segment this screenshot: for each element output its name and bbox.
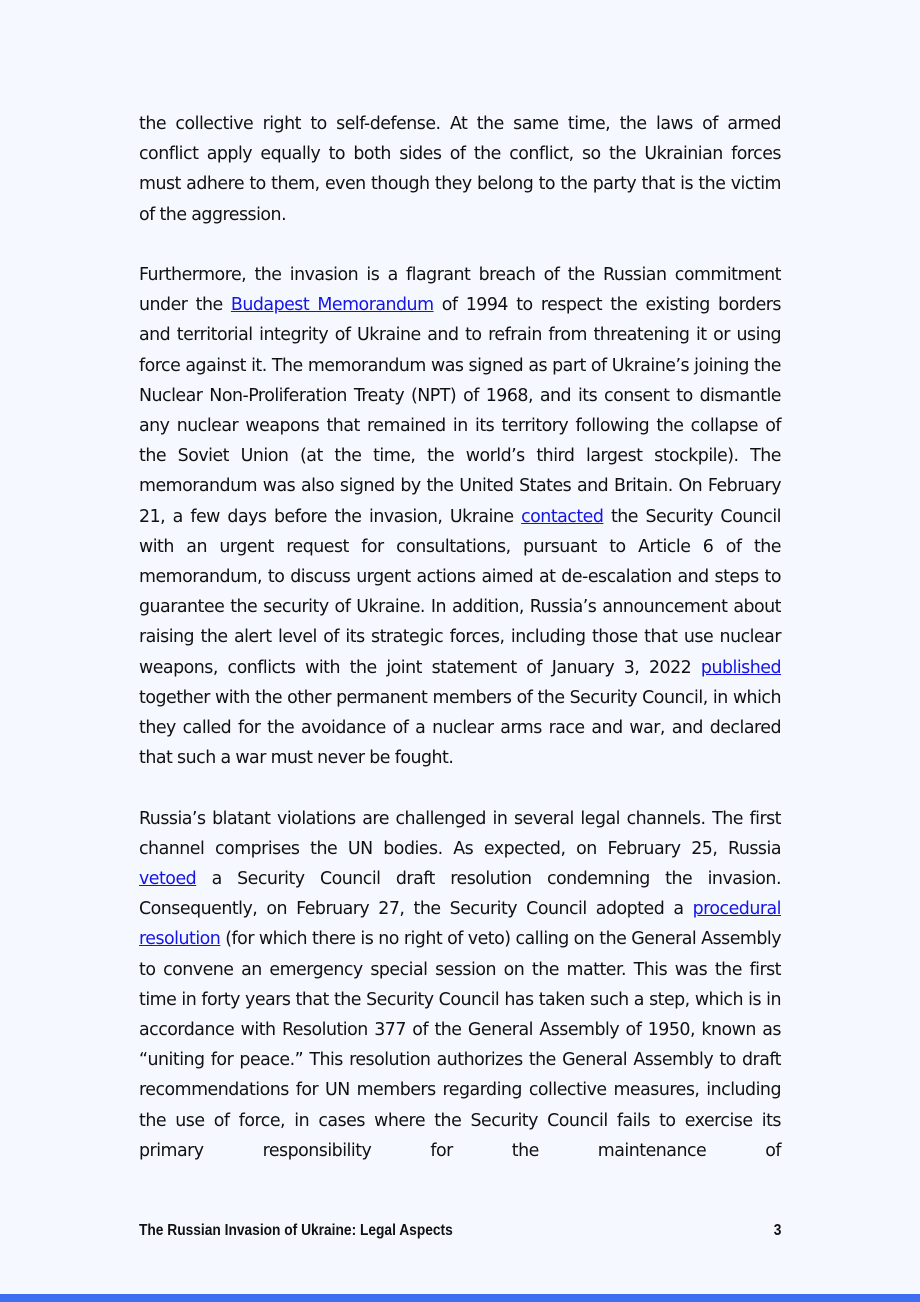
article-body [139,109,781,1226]
paragraph-2-text-b: of 1994 to respect the existing borders and territorial integrity of Ukraine and to refrain from threatening it or using force against it. The memorandum was signed as part of Ukraine’s joining the Nuclear Non-Proliferation Treaty (NPT) of 1968, and its consent to dismantle any nuclear weapons that remained in its territory following the collapse of the Soviet Union (at the time, the world’s third largest stockpile). The memorandum was also signed by the United States and Britain. On February 21, a few days before the invasion, Ukraine [139,295,781,527]
paragraph-1 [139,109,781,230]
paragraph-2-text-c: the Security Council with an urgent request for consultations, pursuant to Article 6 of the memorandum, to discuss urgent actions aimed at de-escalation and steps to guarantee the security of Ukraine. In addition, Russia’s announcement about raising the alert level of its strategic forces, including those that use nuclear weapons, conflicts with the joint statement of January 3, 2022 [139,506,781,678]
procedural-resolution-link[interactable]: procedural resolution [139,899,781,950]
bottom-accent-bar [0,1294,920,1302]
paragraph-3 [139,804,781,1197]
page-number: 3 [773,1222,782,1239]
paragraph-3-text-b: a Security Council draft resolution condemning the invasion. Consequently, on February 27, the Security Council adopted a [139,869,781,920]
paragraph-1-text: the collective right to self-defense. At the same time, the laws of armed conflict apply equally to both sides of the conflict, so the Ukrainian forces must adhere to them, even though they belong to the party that is the victim of the aggression. [139,114,781,225]
paragraph-2 [139,260,781,773]
vetoed-link[interactable]: vetoed [139,869,197,890]
footer-title: The Russian Invasion of Ukraine: Legal Aspects [139,1222,453,1239]
paragraph-3-text-c: (for which there is no right of veto) calling on the General Assembly to convene an emergency special session on the matter. This was the first time in forty years that the Security Council has taken such a step, which is in accordance with Resolution 377 of the General Assembly of 1950, known as “uniting for peace.” This resolution authorizes the General Assembly to draft recommendations for UN members regarding collective measures, including the use of force, in cases where the Security Council fails to exercise its primary responsibility for the maintenance of [139,929,781,1161]
page-footer [139,1222,782,1240]
budapest-memorandum-link[interactable]: Budapest Memorandum [230,295,434,316]
contacted-link[interactable]: contacted [521,506,604,527]
paragraph-2-text-a: Furthermore, the invasion is a flagrant breach of the Russian commitment under the [139,265,781,316]
published-link[interactable]: published [700,657,781,678]
paragraph-3-text-a: Russia’s blatant violations are challenged in several legal channels. The first channel comprises the UN bodies. As expected, on February 25, Russia [139,808,781,859]
paragraph-2-text-d: together with the other permanent members of the Security Council, in which they called for the avoidance of a nuclear arms race and war, and declared that such a war must never be fought. [139,687,781,769]
